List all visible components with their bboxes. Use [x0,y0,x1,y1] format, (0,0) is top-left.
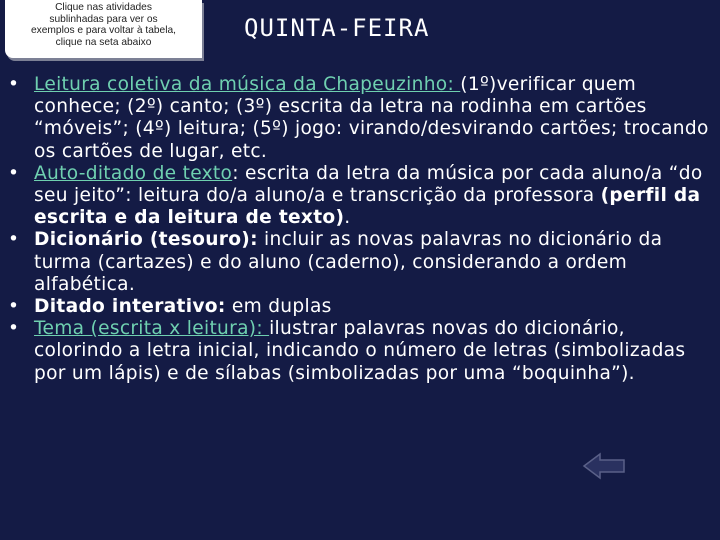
activity-link-auto-ditado[interactable]: Auto-ditado de texto [34,162,233,184]
item-text: (1º)verificar quem conhece; (2º) canto; (3º) escrita da letra na rodinha em cartões “móveis”; (4º) leitura; (5º) jogo: virando/desvirando cartões; trocando os cartões de lugar, etc. [34,74,709,162]
list-item [0,296,710,318]
item-text-tail: . [344,207,351,229]
list-item [0,163,710,230]
back-arrow-button[interactable] [582,452,626,480]
bullet-icon: • [8,296,20,318]
list-item [0,229,710,296]
item-bold-text: Dicionário (tesouro): [34,229,258,251]
item-text: incluir as novas palavras no dicionário da turma (cartazes) e do aluno (caderno), considerando a ordem alfabética. [34,229,663,295]
bullet-icon: • [8,74,20,95]
list-item [0,318,710,385]
note-line: exemplos e para voltar à tabela, [31,25,176,37]
activity-link-leitura-coletiva[interactable]: Leitura coletiva da música da Chapeuzinho: [34,74,461,95]
item-bold-text: Ditado interativo: [34,296,226,318]
instruction-note [5,0,202,58]
back-arrow-icon [582,452,626,480]
activity-list [0,74,710,385]
note-line: Clique nas atividades [55,2,152,13]
activity-link-tema[interactable]: Tema (escrita x leitura): [34,318,270,340]
item-text: ilustrar palavras novas do dicionário, colorindo a letra inicial, indicando o número de letras (simbolizadas por um lápis) e de sílabas (simbolizadas por uma “boquinha”). [34,318,686,384]
item-text: em duplas [225,296,332,318]
note-line: sublinhadas para ver os [49,13,158,25]
list-item [0,74,710,163]
bullet-icon: • [8,229,20,251]
bullet-icon: • [8,318,20,340]
item-bold-text: (perfil da escrita e da leitura de texto) [34,185,701,229]
slide-title: QUINTA-FEIRA [244,14,430,42]
bullet-icon: • [8,162,20,184]
item-text: : escrita da letra da música por cada aluno/a “do seu jeito”: leitura do/a aluno/a e transcrição da professora [34,162,703,207]
note-line: clique na seta abaixo [55,36,152,48]
